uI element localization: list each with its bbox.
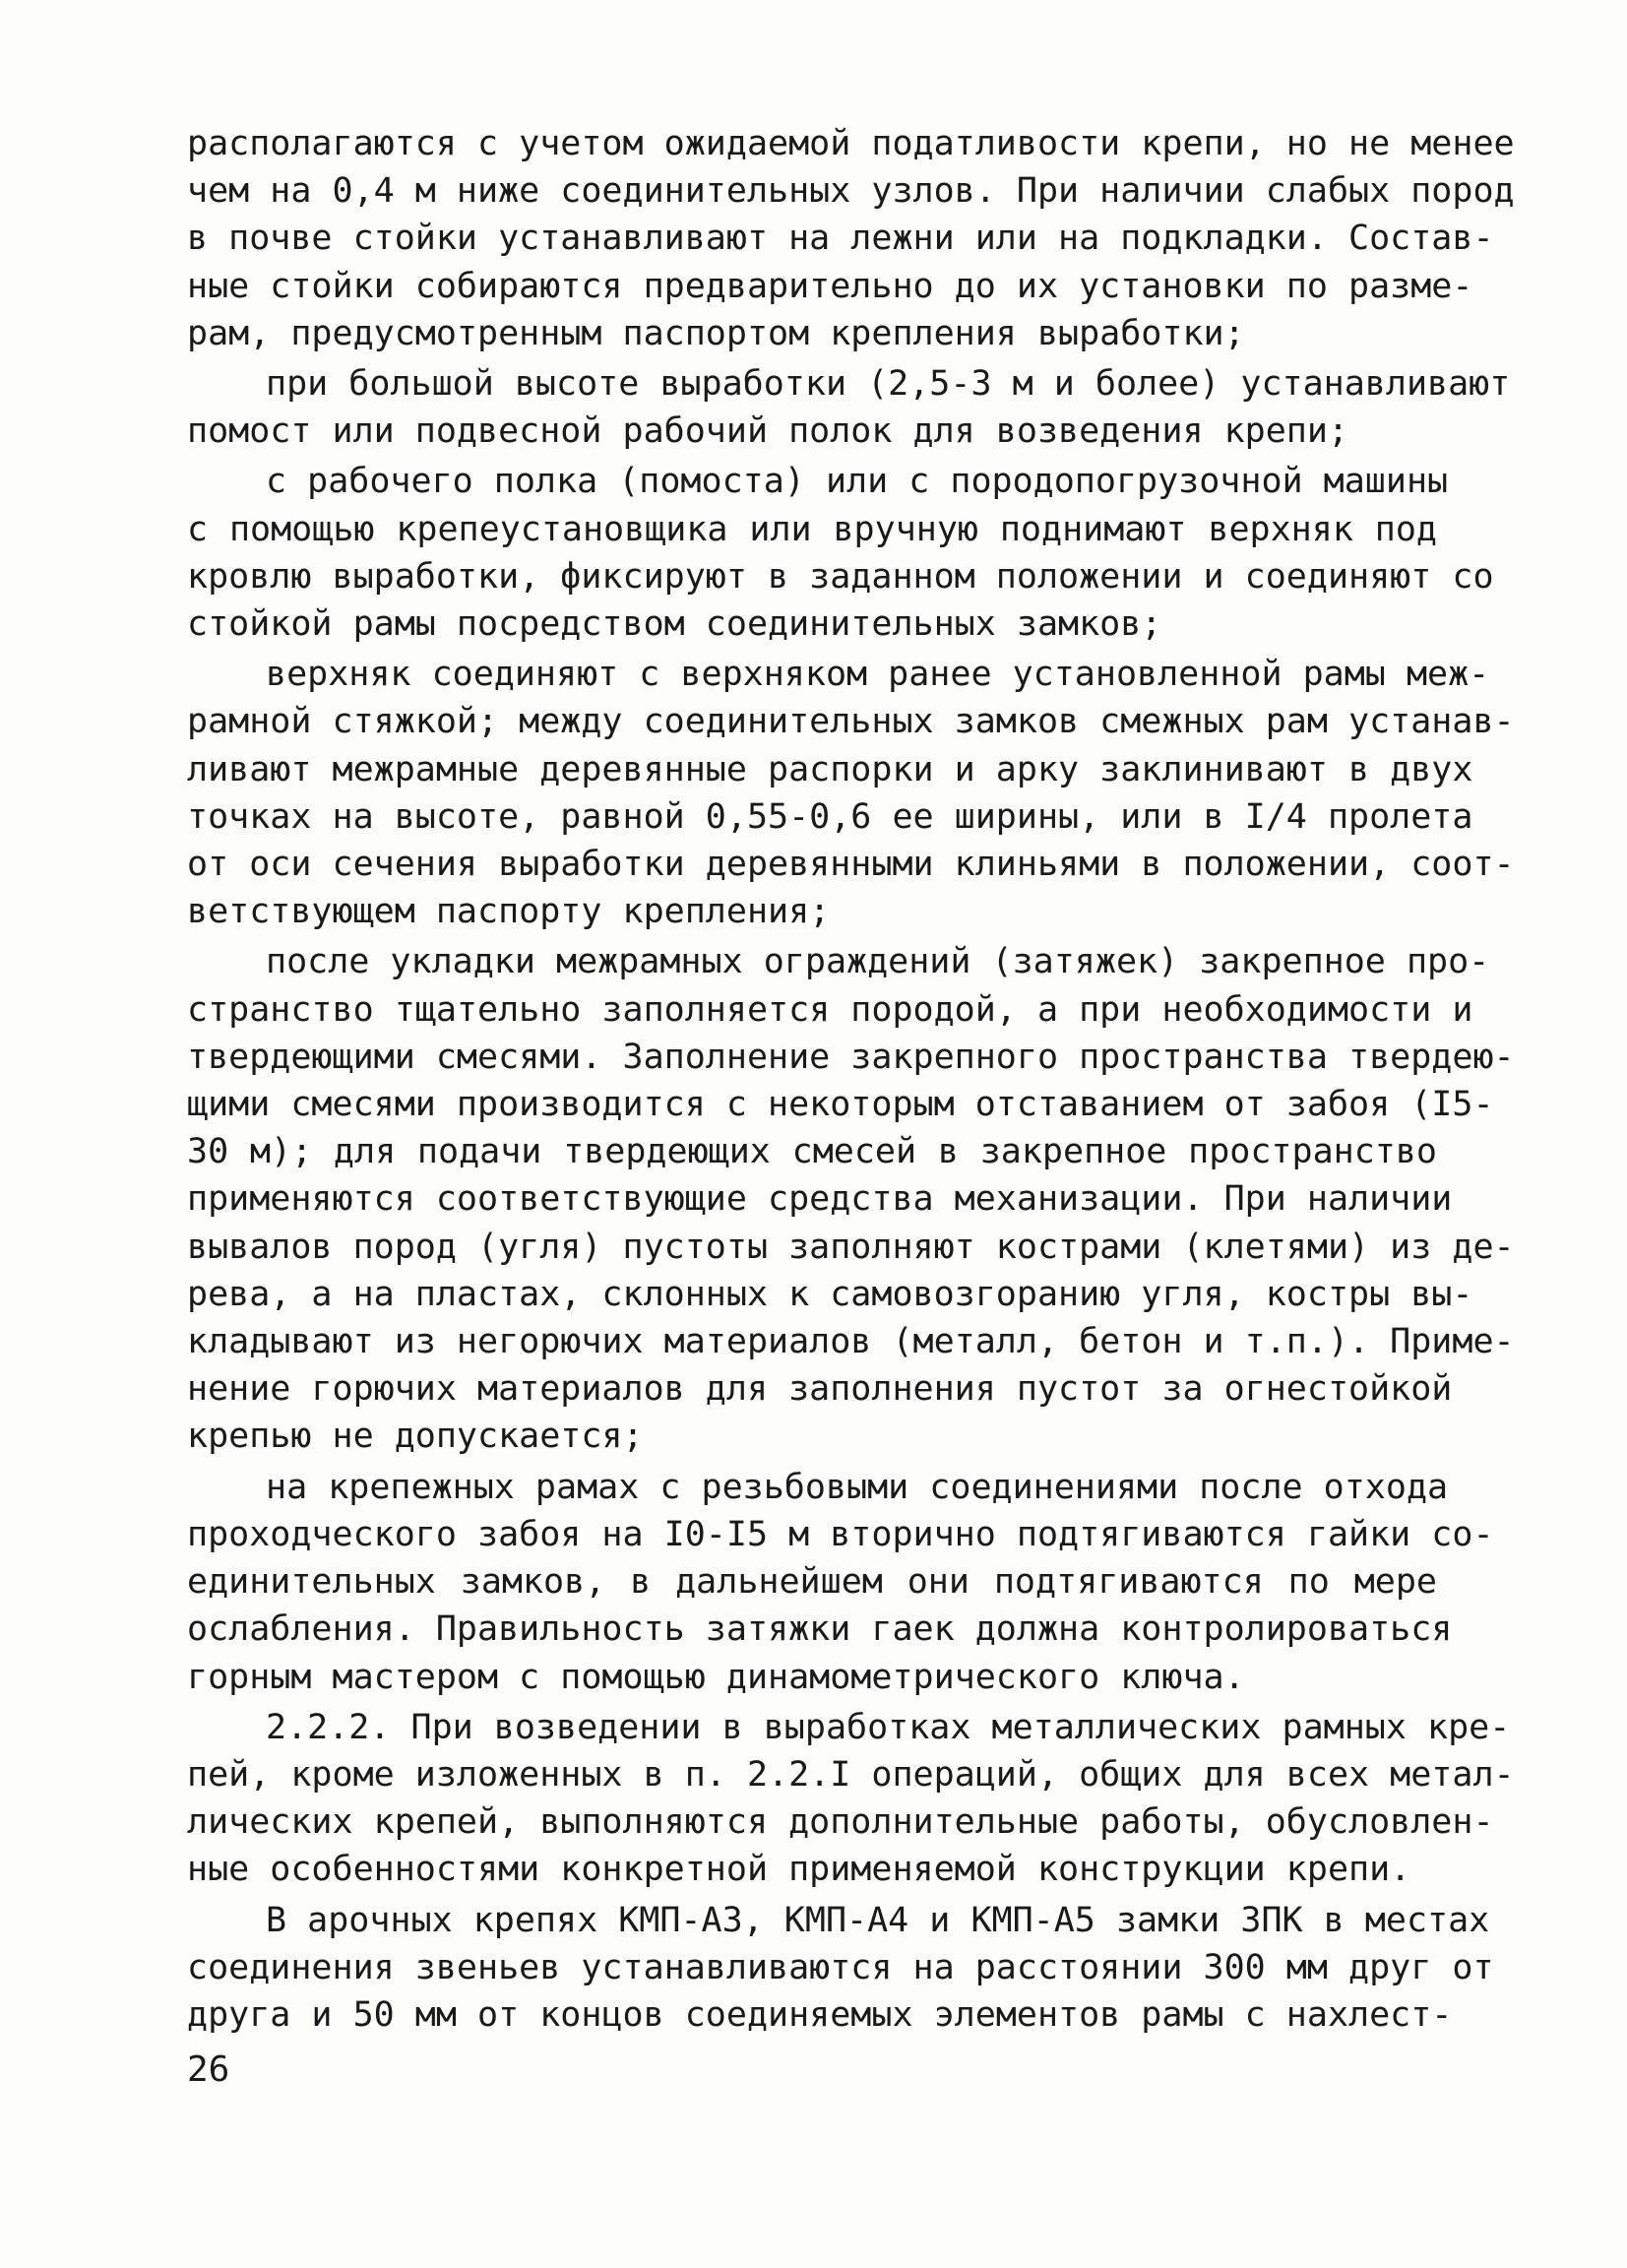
text-line: от оси сечения выработки деревянными клиньями в положении, соот- xyxy=(187,845,1515,885)
text-line: стойкой рамы посредством соединительных замков; xyxy=(187,604,1162,645)
text-line: рамной стяжкой; между соединительных замков смежных рам устанав- xyxy=(187,702,1515,742)
text-line: с рабочего полка (помоста) или с породопогрузочной машины xyxy=(266,462,1449,502)
text-line: помост или подвесной рабочий полок для возведения крепи; xyxy=(187,411,1349,452)
text-line: верхняк соединяют с верхняком ранее установленной рамы меж- xyxy=(266,655,1490,695)
text-line: единительных замков, в дальнейшем они подтягиваются по мере xyxy=(187,1562,1437,1603)
text-line: проходческого забоя на I0-I5 м вторично подтягиваются гайки со- xyxy=(187,1514,1494,1554)
text-line: странство тщательно заполняется породой, а при необходимости и xyxy=(187,989,1473,1030)
text-line: рева, а на пластах, склонных к самовозгоранию угля, костры вы- xyxy=(187,1274,1473,1314)
text-line: кладывают из негорючих материалов (металл, бетон и т.п.). Приме- xyxy=(187,1322,1515,1362)
text-line: пей, кроме изложенных в п. 2.2.I операций, общих для всех метал- xyxy=(187,1754,1515,1795)
text-line: располагаются с учетом ожидаемой податливости крепи, но не менее xyxy=(187,124,1515,163)
paragraph xyxy=(187,1704,1515,1894)
paragraph xyxy=(187,120,1515,357)
text-line: кровлю выработки, фиксируют в заданном положении и соединяют со xyxy=(187,556,1494,597)
paragraph xyxy=(187,651,1515,935)
text-line: ветствующем паспорту крепления; xyxy=(187,892,831,932)
text-line: горным мастером с помощью динамометрического ключа. xyxy=(187,1657,1245,1697)
text-line: применяются соответствующие средства механизации. При наличии xyxy=(187,1179,1453,1220)
text-line: В арочных крепях КМП-А3, КМП-А4 и КМП-А5 замки ЗПК в местах xyxy=(266,1900,1490,1940)
text-line: 2.2.2. При возведении в выработках металлических рамных кре- xyxy=(266,1707,1511,1747)
text-line: вывалов пород (угля) пустоты заполняют кострами (клетями) из де- xyxy=(187,1227,1515,1267)
text-line: точках на высоте, равной 0,55-0,6 ее ширины, или в I/4 пролета xyxy=(187,796,1473,837)
text-line: ные стойки собираются предварительно до их установки по разме- xyxy=(187,266,1473,306)
text-line: ливают межрамные деревянные распорки и арку заклинивают в двух xyxy=(187,749,1473,789)
text-line: в почве стойки устанавливают на лежни или на подкладки. Состав- xyxy=(187,219,1494,259)
text-line: крепью не допускается; xyxy=(187,1417,644,1457)
text-line: ные особенностями конкретной применяемой конструкции крепи. xyxy=(187,1850,1411,1890)
paragraph xyxy=(187,1897,1494,2040)
text-line: чем на 0,4 м ниже соединительных узлов. При наличии слабых пород xyxy=(187,171,1515,212)
paragraph xyxy=(187,1464,1494,1701)
text-line: 30 м); для подачи твердеющих смесей в закрепное пространство xyxy=(187,1132,1437,1172)
text-line: ослабления. Правильность затяжки гаек должна контролироваться xyxy=(187,1609,1453,1650)
paragraph xyxy=(187,458,1494,648)
text-line: после укладки межрамных ограждений (затяжек) закрепное про- xyxy=(266,942,1490,982)
text-line: рам, предусмотренным паспортом крепления выработки; xyxy=(187,313,1245,353)
text-line: с помощью крепеустановщика или вручную поднимают верхняк под xyxy=(187,509,1437,549)
paragraph xyxy=(187,938,1515,1460)
paragraph xyxy=(187,360,1511,455)
text-line: нение горючих материалов для заполнения пустот за огнестойкой xyxy=(187,1369,1453,1410)
text-line: соединения звеньев устанавливаются на расстоянии 300 мм друг от xyxy=(187,1947,1494,1987)
document-body xyxy=(187,120,1515,2039)
text-line: твердеющими смесями. Заполнение закрепного пространства твердею- xyxy=(187,1037,1515,1077)
text-line: щими смесями производится с некоторым отставанием от забоя (I5- xyxy=(187,1085,1494,1125)
text-line: друга и 50 мм от концов соединяемых элементов рамы с нахлест- xyxy=(187,1994,1453,2035)
text-line: лических крепей, выполняются дополнительные работы, обусловлен- xyxy=(187,1802,1494,1843)
text-line: на крепежных рамах с резьбовыми соединениями после отхода xyxy=(266,1467,1449,1507)
page-number: 26 xyxy=(187,2049,230,2090)
text-line: при большой высоте выработки (2,5-3 м и более) устанавливают xyxy=(266,364,1511,405)
